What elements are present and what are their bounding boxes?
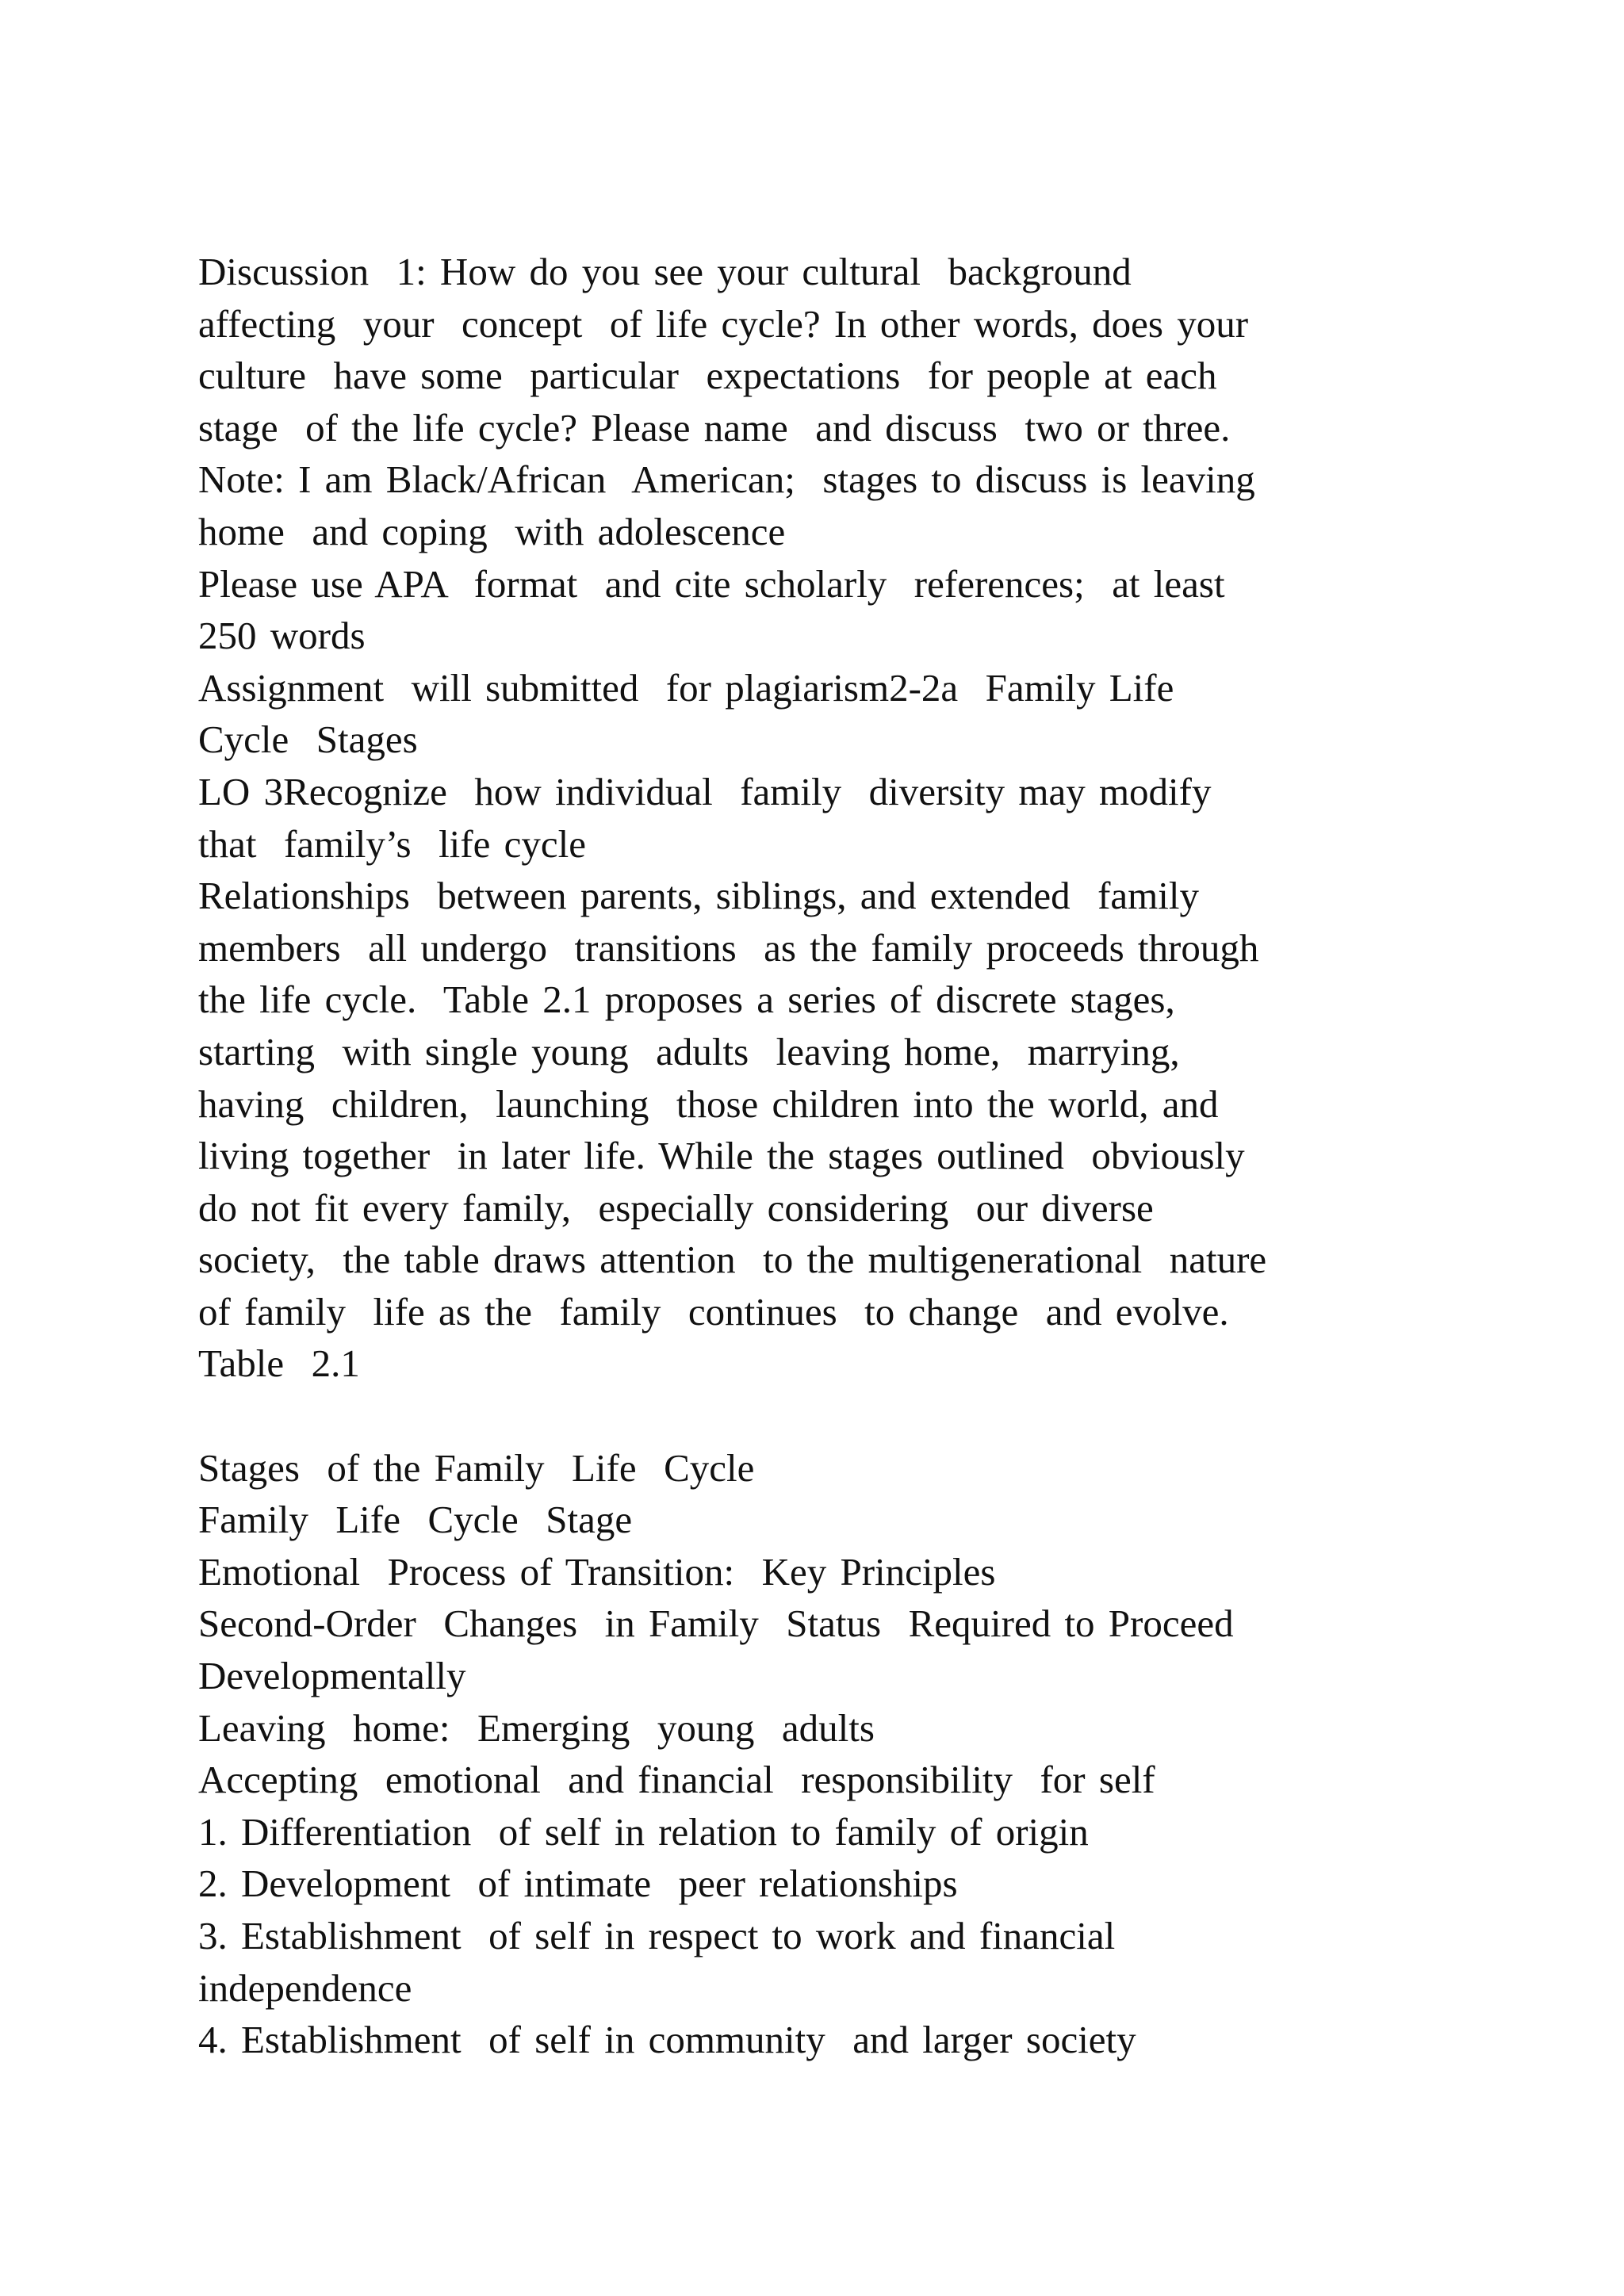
text-line: Relationships between parents, siblings, and extended family bbox=[198, 874, 1200, 918]
table-title: Stages of the Family Life Cycle bbox=[198, 1445, 755, 1490]
table-header: Emotional Process of Transition: Key Principles bbox=[198, 1549, 996, 1594]
blank-line bbox=[198, 1390, 1483, 1442]
text-line: Assignment will submitted for plagiarism2-2a Family Life bbox=[198, 665, 1174, 710]
list-item: 3. Establishment of self in respect to work and financial bbox=[198, 1914, 1116, 1957]
text-line: do not fit every family, especially considering our diverse bbox=[198, 1185, 1154, 1230]
text-line: having children, launching those children into the world, and bbox=[198, 1081, 1219, 1126]
table-cell: Accepting emotional and financial responsibility for self bbox=[198, 1758, 1155, 1802]
table-header: Second-Order Changes in Family Status Required to Proceed bbox=[198, 1601, 1234, 1646]
text-line: that family’s life cycle bbox=[198, 821, 586, 866]
table-caption: Table 2.1 bbox=[198, 1341, 360, 1386]
text-line: the life cycle. Table 2.1 proposes a series of discrete stages, bbox=[198, 978, 1175, 1022]
text-line: affecting your concept of life cycle? In other words, does your bbox=[198, 301, 1249, 346]
list-item: 1. Differentiation of self in relation to family of origin bbox=[198, 1809, 1089, 1854]
text-line: Discussion 1: How do you see your cultural background bbox=[198, 250, 1132, 293]
text-line: Note: I am Black/African American; stages to discuss is leaving bbox=[198, 457, 1255, 502]
text-line: Please use APA format and cite scholarly references; at least bbox=[198, 561, 1225, 606]
text-line: 250 words bbox=[198, 614, 366, 658]
list-item: 2. Development of intimate peer relationships bbox=[198, 1862, 958, 1906]
table-header: Developmentally bbox=[198, 1654, 466, 1698]
text-line: living together in later life. While the stages outlined obviously bbox=[198, 1134, 1245, 1178]
text-line: LO 3Recognize how individual family diversity may modify bbox=[198, 769, 1212, 813]
document-body bbox=[198, 246, 1483, 2066]
table-header: Family Life Cycle Stage bbox=[198, 1498, 633, 1542]
text-line: stage of the life cycle? Please name and discuss two or three. bbox=[198, 405, 1231, 450]
text-line: society, the table draws attention to the multigenerational nature bbox=[198, 1238, 1267, 1282]
text-line: Cycle Stages bbox=[198, 718, 418, 762]
table-cell: Leaving home: Emerging young adults bbox=[198, 1705, 875, 1750]
text-line: home and coping with adolescence bbox=[198, 509, 786, 553]
list-item: independence bbox=[198, 1965, 412, 2010]
text-line: starting with single young adults leaving home, marrying, bbox=[198, 1029, 1180, 1073]
list-item: 4. Establishment of self in community and larger society bbox=[198, 2018, 1136, 2062]
text-line: members all undergo transitions as the family proceeds through bbox=[198, 925, 1259, 970]
text-line: of family life as the family continues to change and evolve. bbox=[198, 1289, 1229, 1334]
text-line: culture have some particular expectations for people at each bbox=[198, 354, 1217, 398]
